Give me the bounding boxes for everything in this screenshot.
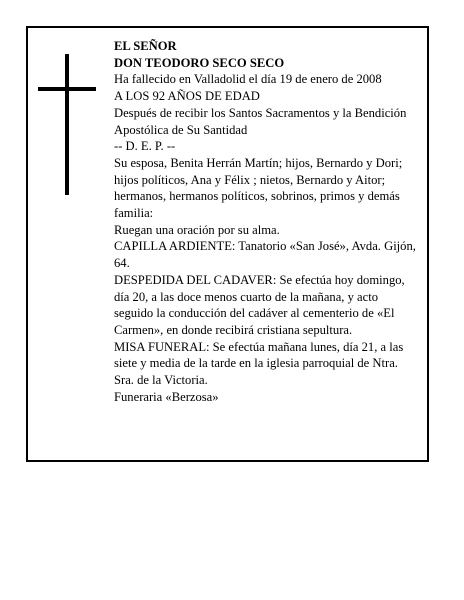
- funeral-mass-info: MISA FUNERAL: Se efectúa mañana lunes, día 21, a las siete y media de la tarde en la iglesia parroquial de Ntra. Sra. de la Victoria.: [114, 339, 404, 388]
- obituary-text: [114, 38, 420, 405]
- rip-line: -- D. E. P. --: [114, 139, 176, 154]
- chapel-info: CAPILLA ARDIENTE: Tanatorio «San José», Avda. Gijón, 64.: [114, 239, 416, 271]
- cross-vertical-bar: [65, 54, 69, 195]
- funeral-home: Funeraria «Berzosa»: [114, 389, 219, 404]
- deceased-title: EL SEÑOR: [114, 39, 177, 53]
- deceased-name: DON TEODORO SECO SECO: [114, 55, 285, 70]
- prayer-request: Ruegan una oración por su alma.: [114, 222, 280, 237]
- farewell-info: DESPEDIDA DEL CADAVER: Se efectúa hoy domingo, día 20, a las doce menos cuarto de la mañana, y acto seguido la conducción del cadáver al cementerio de «El Carmen», en donde recibirá cristiana sepultura.: [114, 272, 405, 337]
- sacraments-statement: Después de recibir los Santos Sacramentos y la Bendición Apostólica de Su Santidad: [114, 105, 407, 137]
- death-statement: Ha fallecido en Valladolid el día 19 de enero de 2008: [114, 72, 382, 87]
- age-statement: A LOS 92 AÑOS DE EDAD: [114, 89, 260, 104]
- cross-horizontal-bar: [38, 87, 96, 91]
- family-list: Su esposa, Benita Herrán Martín; hijos, Bernardo y Dori; hijos políticos, Ana y Félix ; nietos, Bernardo y Aitor; hermanos, hermanos políticos, sobrinos, primos y demás familia:: [114, 155, 403, 221]
